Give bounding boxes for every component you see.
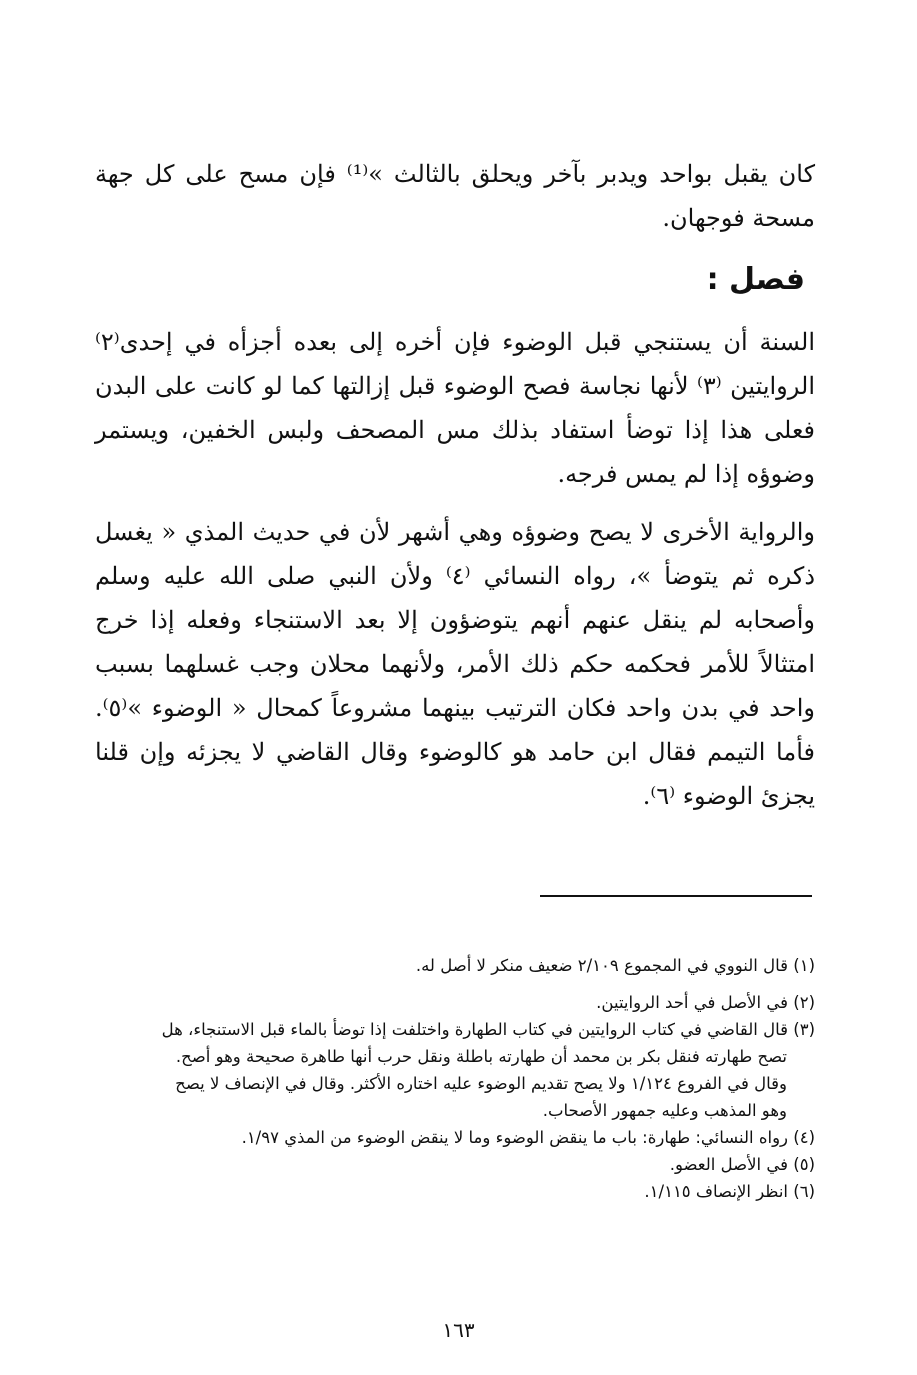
footnote-1: (١) قال النووي في المجموع ٢/١٠٩ ضعيف منكر لا أصل له. xyxy=(415,956,815,975)
footnote-3-line-2: تصح طهارته فنقل بكر بن محمد أن طهارته باطلة ونقل حرب أنها طاهرة صحيحة وهو أصح. xyxy=(175,1047,787,1066)
paragraph-3: والرواية الأخرى لا يصح وضوؤه وهي أشهر لأن في حديث المذي « يغسل ذكره ثم يتوضأ »، رواه النسائي ⁽٤⁾ ولأن النبي صلى الله عليه وسلم وأصحابه لم ينقل عنهم أنهم يتوضؤون إلا بعد الاستنجاء وفعله إذا خرج امتثالاً للأمر فحكمه حكم ذلك الأمر، ولأنهما محلان وجب غسلهما بسبب واحد في بدن واحد فكان الترتيب بينهما مشروعاً كمحال « الوضوء »⁽٥⁾. فأما التيمم فقال ابن حامد هو كالوضوء وقال القاضي لا يجزئه وإن قلنا يجزئ الوضوء ⁽٦⁾. xyxy=(95,518,815,810)
page-number: ١٦٣ xyxy=(442,1318,475,1342)
section-heading: فصل : xyxy=(706,262,805,297)
footnote-3-line-4: وهو المذهب وعليه جمهور الأصحاب. xyxy=(542,1101,787,1120)
footnote-separator xyxy=(540,895,812,897)
footnote-3-line-3: وقال في الفروع ١/١٢٤ ولا يصح تقديم الوضوء عليه اختاره الأكثر. وقال في الإنصاف لا يصح xyxy=(175,1074,787,1093)
footnote-3-line-1: (٣) قال القاضي في كتاب الروايتين في كتاب الطهارة واختلفت إذا توضأ بالماء قبل الاستنجاء، هل xyxy=(161,1020,815,1039)
paragraph-1: كان يقبل بواحد ويدبر بآخر ويحلق بالثالث »⁽¹⁾ فإن مسح على كل جهة مسحة فوجهان. xyxy=(95,160,815,232)
paragraph-2: السنة أن يستنجي قبل الوضوء فإن أخره إلى بعده أجزأه في إحدى⁽٢⁾ الروايتين ⁽٣⁾ لأنها نجاسة فصح الوضوء قبل إزالتها كما لو كانت على البدن فعلى هذا إذا توضأ استفاد بذلك مس المصحف ولبس الخفين، ويستمر وضوؤه إذا لم يمس فرجه. xyxy=(95,328,815,488)
footnote-2: (٢) في الأصل في أحد الروايتين. xyxy=(596,993,815,1012)
footnotes xyxy=(95,952,815,1205)
footnote-5: (٥) في الأصل العضو. xyxy=(669,1155,815,1174)
footnote-4: (٤) رواه النسائي: طهارة: باب ما ينقض الوضوء وما لا ينقض الوضوء من المذي ١/٩٧. xyxy=(241,1128,815,1147)
footnote-6: (٦) انظر الإنصاف ١/١١٥. xyxy=(644,1182,815,1201)
